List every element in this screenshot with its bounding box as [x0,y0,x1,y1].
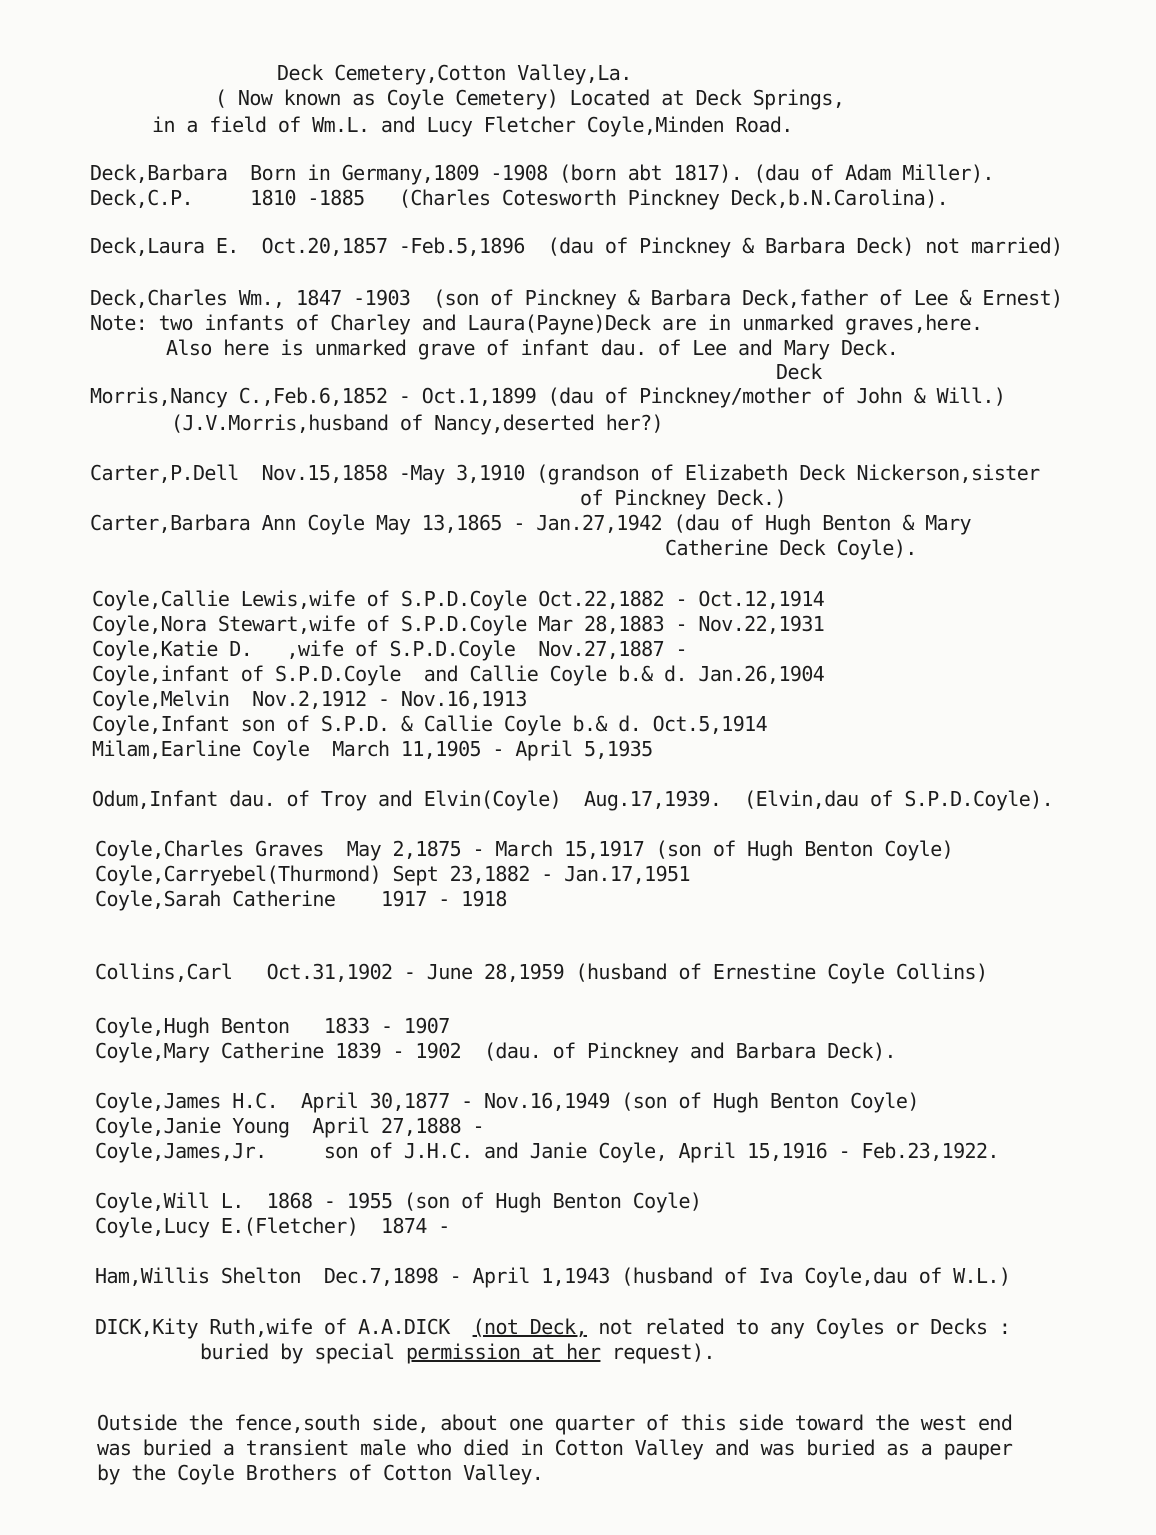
entry-dick-kity [95,1315,1010,1339]
entry-coyle-james-jr: Coyle,James,Jr. son of J.H.C. and Janie Coyle, April 15,1916 - Feb.23,1922. [95,1139,999,1163]
entry-dick-name: DICK,Kity Ruth,wife of A.A.DICK [95,1315,473,1339]
entry-coyle-mary: Coyle,Mary Catherine 1839 - 1902 (dau. of Pinckney and Barbara Deck). [95,1039,896,1063]
entry-coyle-will: Coyle,Will L. 1868 - 1955 (son of Hugh Benton Coyle) [95,1189,702,1213]
entry-dick-underlined: (not Deck, [472,1315,587,1339]
footer-line-1: Outside the fence,south side, about one quarter of this side toward the west end [97,1411,1013,1435]
entry-coyle-sarah: Coyle,Sarah Catherine 1917 - 1918 [95,887,507,911]
footer-line-2: was buried a transient male who died in Cotton Valley and was buried as a pauper [97,1436,1013,1460]
entry-coyle-lucy: Coyle,Lucy E.(Fletcher) 1874 - [95,1214,450,1238]
entry-coyle-melvin: Coyle,Melvin Nov.2,1912 - Nov.16,1913 [92,687,527,711]
entry-collins-carl: Collins,Carl Oct.31,1902 - June 28,1959 (husband of Ernestine Coyle Collins) [95,960,988,984]
entry-dick-cont-underlined: permission at her [405,1340,601,1364]
entry-insert-deck: Deck [776,360,822,384]
entry-ham-willis: Ham,Willis Shelton Dec.7,1898 - April 1,1943 (husband of Iva Coyle,dau of W.L.) [95,1264,1011,1288]
entry-dick-cont-a: buried by special [200,1340,406,1364]
entry-coyle-janie: Coyle,Janie Young April 27,1888 - [95,1114,484,1138]
header-location: in a field of Wm.L. and Lucy Fletcher Coyle,Minden Road. [152,113,793,137]
entry-carter-barbara: Carter,Barbara Ann Coyle May 13,1865 - Jan.27,1942 (dau of Hugh Benton & Mary [90,511,971,535]
entry-milam-earline: Milam,Earline Coyle March 11,1905 - April 5,1935 [92,737,653,761]
entry-carter-dell-cont: of Pinckney Deck.) [580,486,786,510]
entry-dick-kity-cont [200,1340,715,1364]
entry-carter-barbara-cont: Catherine Deck Coyle). [665,536,917,560]
entry-coyle-james-hc: Coyle,James H.C. April 30,1877 - Nov.16,1949 (son of Hugh Benton Coyle) [95,1089,919,1113]
entry-coyle-hugh: Coyle,Hugh Benton 1833 - 1907 [95,1014,450,1038]
entry-deck-cp: Deck,C.P. 1810 -1885 (Charles Cotesworth Pinckney Deck,b.N.Carolina). [90,186,949,210]
entry-note-unmarked-grave: Also here is unmarked grave of infant dau. of Lee and Mary Deck. [166,336,899,360]
entry-coyle-nora: Coyle,Nora Stewart,wife of S.P.D.Coyle Mar 28,1883 - Nov.22,1931 [92,612,825,636]
entry-coyle-infant-son: Coyle,Infant son of S.P.D. & Callie Coyle b.& d. Oct.5,1914 [92,712,768,736]
entry-coyle-charles-graves: Coyle,Charles Graves May 2,1875 - March 15,1917 (son of Hugh Benton Coyle) [95,837,954,861]
entry-dick-cont-c: request). [600,1340,715,1364]
entry-odum-infant: Odum,Infant dau. of Troy and Elvin(Coyle) Aug.17,1939. (Elvin,dau of S.P.D.Coyle). [92,787,1054,811]
header-title: Deck Cemetery,Cotton Valley,La. [277,61,632,85]
entry-deck-charles: Deck,Charles Wm., 1847 -1903 (son of Pinckney & Barbara Deck,father of Lee & Ernest) [90,286,1063,310]
entry-morris-note: (J.V.Morris,husband of Nancy,deserted her?) [171,411,663,435]
entry-coyle-carryebel: Coyle,Carryebel(Thurmond) Sept 23,1882 - Jan.17,1951 [95,862,690,886]
entry-morris-nancy: Morris,Nancy C.,Feb.6,1852 - Oct.1,1899 (dau of Pinckney/mother of John & Will.) [90,384,1006,408]
entry-coyle-callie: Coyle,Callie Lewis,wife of S.P.D.Coyle Oct.22,1882 - Oct.12,1914 [92,587,825,611]
entry-coyle-katie: Coyle,Katie D. ,wife of S.P.D.Coyle Nov.27,1887 - [92,637,687,661]
entry-deck-barbara: Deck,Barbara Born in Germany,1809 -1908 (born abt 1817). (dau of Adam Miller). [90,161,994,185]
entry-dick-note: not related to any Coyles or Decks : [586,1315,1011,1339]
footer-line-3: by the Coyle Brothers of Cotton Valley. [97,1461,544,1485]
entry-carter-dell: Carter,P.Dell Nov.15,1858 -May 3,1910 (grandson of Elizabeth Deck Nickerson,sister [90,461,1040,485]
entry-coyle-infant: Coyle,infant of S.P.D.Coyle and Callie Coyle b.& d. Jan.26,1904 [92,662,825,686]
entry-note-infants: Note: two infants of Charley and Laura(Payne)Deck are in unmarked graves,here. [90,311,983,335]
entry-deck-laura: Deck,Laura E. Oct.20,1857 -Feb.5,1896 (dau of Pinckney & Barbara Deck) not married) [90,234,1063,258]
header-subtitle: ( Now known as Coyle Cemetery) Located at Deck Springs, [215,86,845,110]
